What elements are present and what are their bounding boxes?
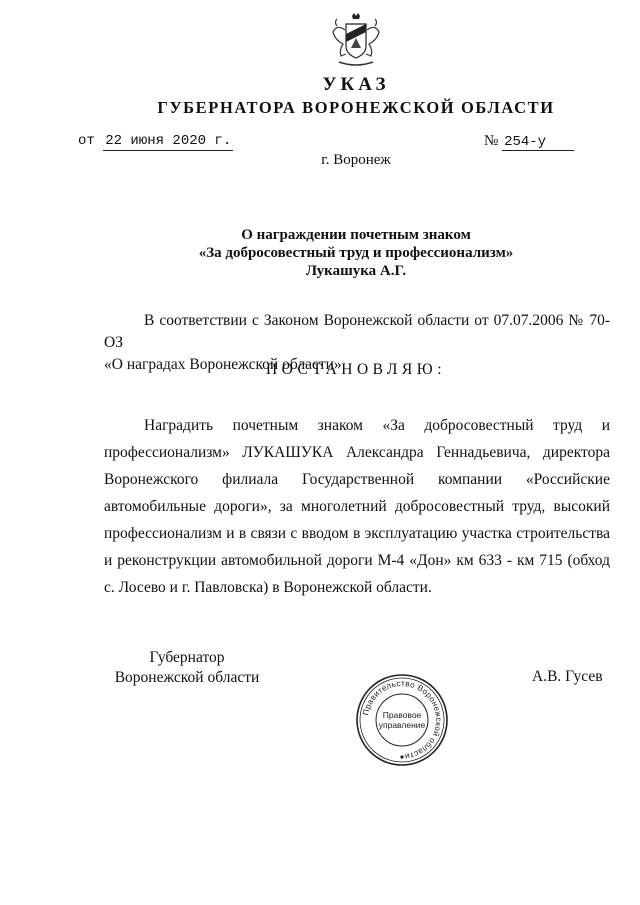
number-prefix: № — [484, 133, 499, 149]
stamp-ring-text: Правительство Воронежской области — [361, 678, 444, 761]
date-field — [78, 133, 233, 151]
city: г. Воронеж — [321, 152, 391, 168]
document-title: УКАЗ — [322, 74, 390, 95]
position-line: Губернатор — [149, 649, 225, 666]
coat-of-arms-emblem — [329, 10, 383, 70]
position-line: Воронежской области — [114, 669, 260, 686]
stamp-center-line: управление — [378, 720, 426, 730]
document-subtitle: ГУБЕРНАТОРА ВОРОНЕЖСКОЙ ОБЛАСТИ — [157, 98, 555, 117]
official-stamp — [355, 673, 449, 767]
date-value: 22 июня 2020 г. — [105, 133, 232, 149]
number-field — [484, 133, 574, 151]
decision-paragraph: Наградить почетным знаком «За добросовестный труд и профессионализм» ЛУКАШУКА Александра Геннадьевича, директора Воронежского филиала Государственной компании «Российские автомобильные дороги», за многолетний добросовестный труд, высокий профессионализм и в связи с вводом в эксплуатацию участка строительства и реконструкции автомобильной дороги М-4 «Дон» км 633 - км 715 (обход с. Лосево и г. Павловска) в Воронежской области. — [104, 417, 610, 596]
signatory-name: А.В. Гусев — [532, 668, 603, 685]
signatory-position — [112, 648, 262, 688]
decree-heading — [0, 226, 640, 280]
stamp-center-line: Правовое — [382, 710, 422, 720]
number-value: 254-у — [502, 134, 574, 151]
preamble-line: «О наградах Воронежской области» — [104, 356, 342, 373]
heading-line: О награждении почетным знаком — [241, 227, 471, 243]
heading-line: Лукашука А.Г. — [305, 263, 407, 279]
preamble-line: В соответствии с Законом Воронежской области от 07.07.2006 № 70-ОЗ — [104, 312, 610, 351]
date-prefix: от — [78, 133, 95, 149]
decree-word: ПОСТАНОВЛЯЮ: — [265, 361, 447, 378]
heading-line: «За добросовестный труд и профессионализм» — [198, 245, 514, 261]
